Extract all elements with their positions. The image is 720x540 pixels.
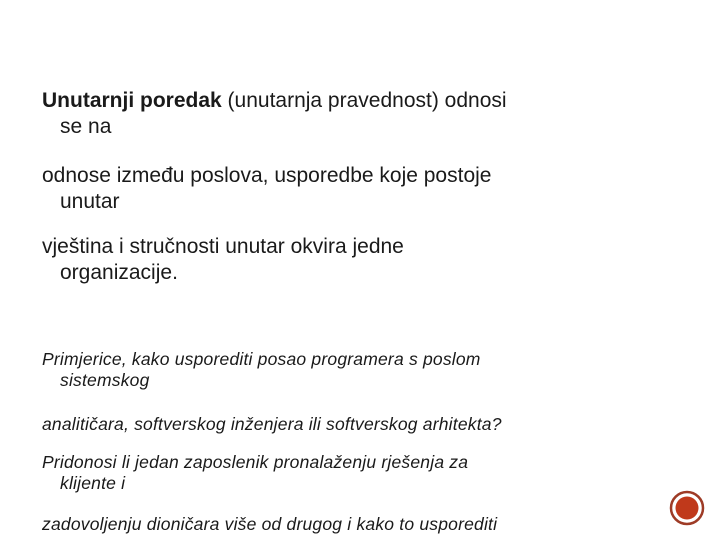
paragraph-wrap: se na (60, 115, 112, 138)
paragraph-internal-order (42, 88, 682, 140)
paragraph-contribution (42, 452, 682, 494)
bold-term: Unutarnji poredak (42, 89, 222, 112)
paragraph-wrap: klijente i (60, 473, 126, 493)
paragraph-skills (42, 234, 682, 286)
paragraph-line: Primjerice, kako usporediti posao programera s poslom (42, 349, 481, 369)
paragraph-line: vještina i stručnosti unutar okvira jedne (42, 235, 404, 258)
circle-nav-icon[interactable] (669, 490, 705, 526)
paragraph-line (42, 89, 507, 112)
paragraph-line: analitičara, softverskog inženjera ili softverskog arhitekta? (42, 414, 502, 434)
paragraph-shareholders (42, 514, 682, 535)
paragraph-line: odnose između poslova, usporedbe koje postoje (42, 164, 492, 187)
paragraph-line: Pridonosi li jedan zaposlenik pronalaženju rješenja za (42, 452, 469, 472)
paragraph-text: (unutarnja pravednost) odnosi (221, 89, 507, 112)
paragraph-wrap: unutar (60, 190, 120, 213)
paragraph-line: zadovoljenju dioničara više od drugog i kako to usporediti (42, 514, 498, 534)
paragraph-example-cont (42, 414, 682, 435)
circle-nav-graphic (669, 490, 705, 526)
paragraph-wrap: organizacije. (60, 261, 178, 284)
paragraph-wrap: sistemskog (60, 370, 150, 390)
paragraph-example (42, 349, 682, 391)
paragraph-relations (42, 163, 682, 215)
